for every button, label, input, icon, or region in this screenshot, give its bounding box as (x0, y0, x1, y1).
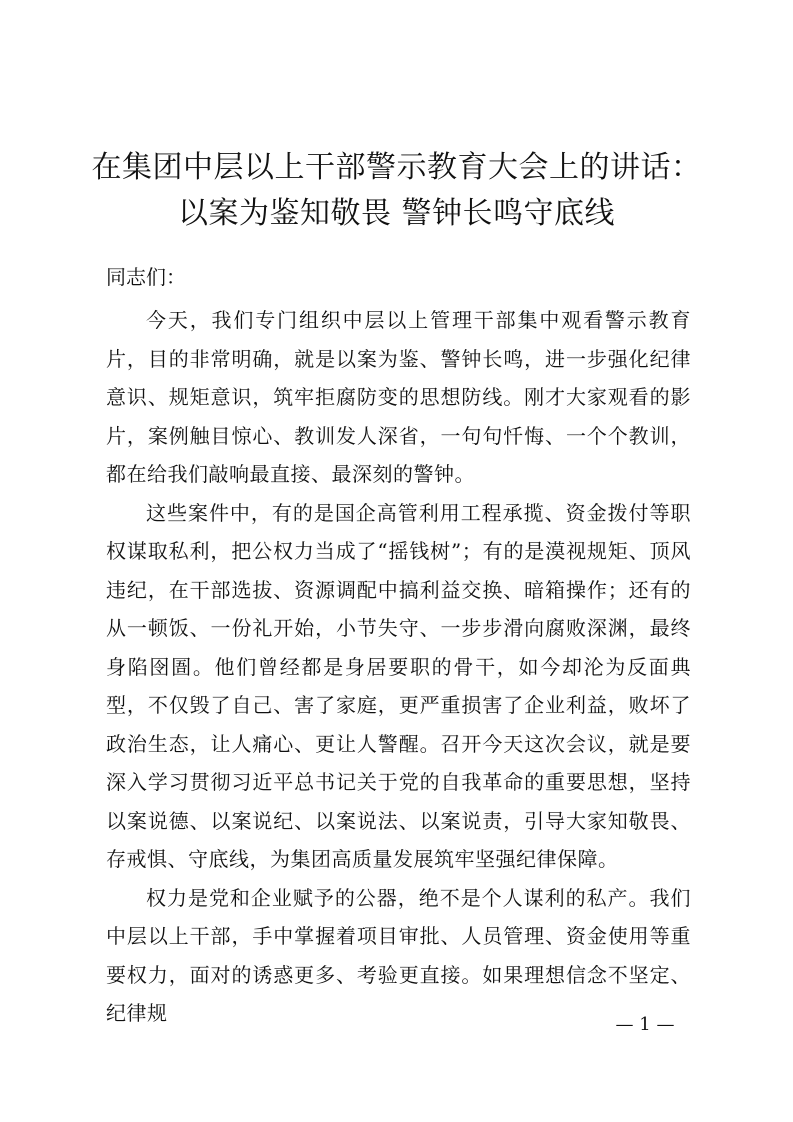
document-title-line-2: 以案为鉴知敬畏 警钟长鸣守底线 (177, 196, 616, 231)
paragraph-2: 这些案件中，有的是国企高管利用工程承揽、资金拨付等职权谋取私利，把公权力当成了“摇钱树”；有的是漠视规矩、顶风违纪，在干部选拔、资源调配中搞利益交换、暗箱操作；还有的从一顿饭、一份礼开始，小节失守、一步步滑向腐败深渊，最终身陷囹圄。他们曾经都是身居要职的骨干，如今却沦为反面典型，不仅毁了自己、害了家庭，更严重损害了企业利益，败坏了政治生态，让人痛心、更让人警醒。召开今天这次会议，就是要深入学习贯彻习近平总书记关于党的自我革命的重要思想，坚持以案说德、以案说纪、以案说法、以案说责，引导大家知敬畏、存戒惧、守底线，为集团高质量发展筑牢坚强纪律保障。 (106, 500, 691, 871)
document-body (106, 301, 691, 1033)
page-number: — 1 — (615, 1014, 675, 1035)
document-title-line-1: 在集团中层以上干部警示教育大会上的讲话： (91, 150, 702, 185)
paragraph-3: 权力是党和企业赋予的公器，绝不是个人谋利的私产。我们中层以上干部，手中掌握着项目审批、人员管理、资金使用等重要权力，面对的诱惑更多、考验更直接。如果理想信念不坚定、纪律规 (106, 885, 691, 1025)
salutation: 同志们： (106, 265, 186, 289)
paragraph-1: 今天，我们专门组织中层以上管理干部集中观看警示教育片，目的非常明确，就是以案为鉴、警钟长鸣，进一步强化纪律意识、规矩意识，筑牢拒腐防变的思想防线。刚才大家观看的影片，案例触目惊心、教训发人深省，一句句忏悔、一个个教训，都在给我们敲响最直接、最深刻的警钟。 (106, 308, 691, 486)
